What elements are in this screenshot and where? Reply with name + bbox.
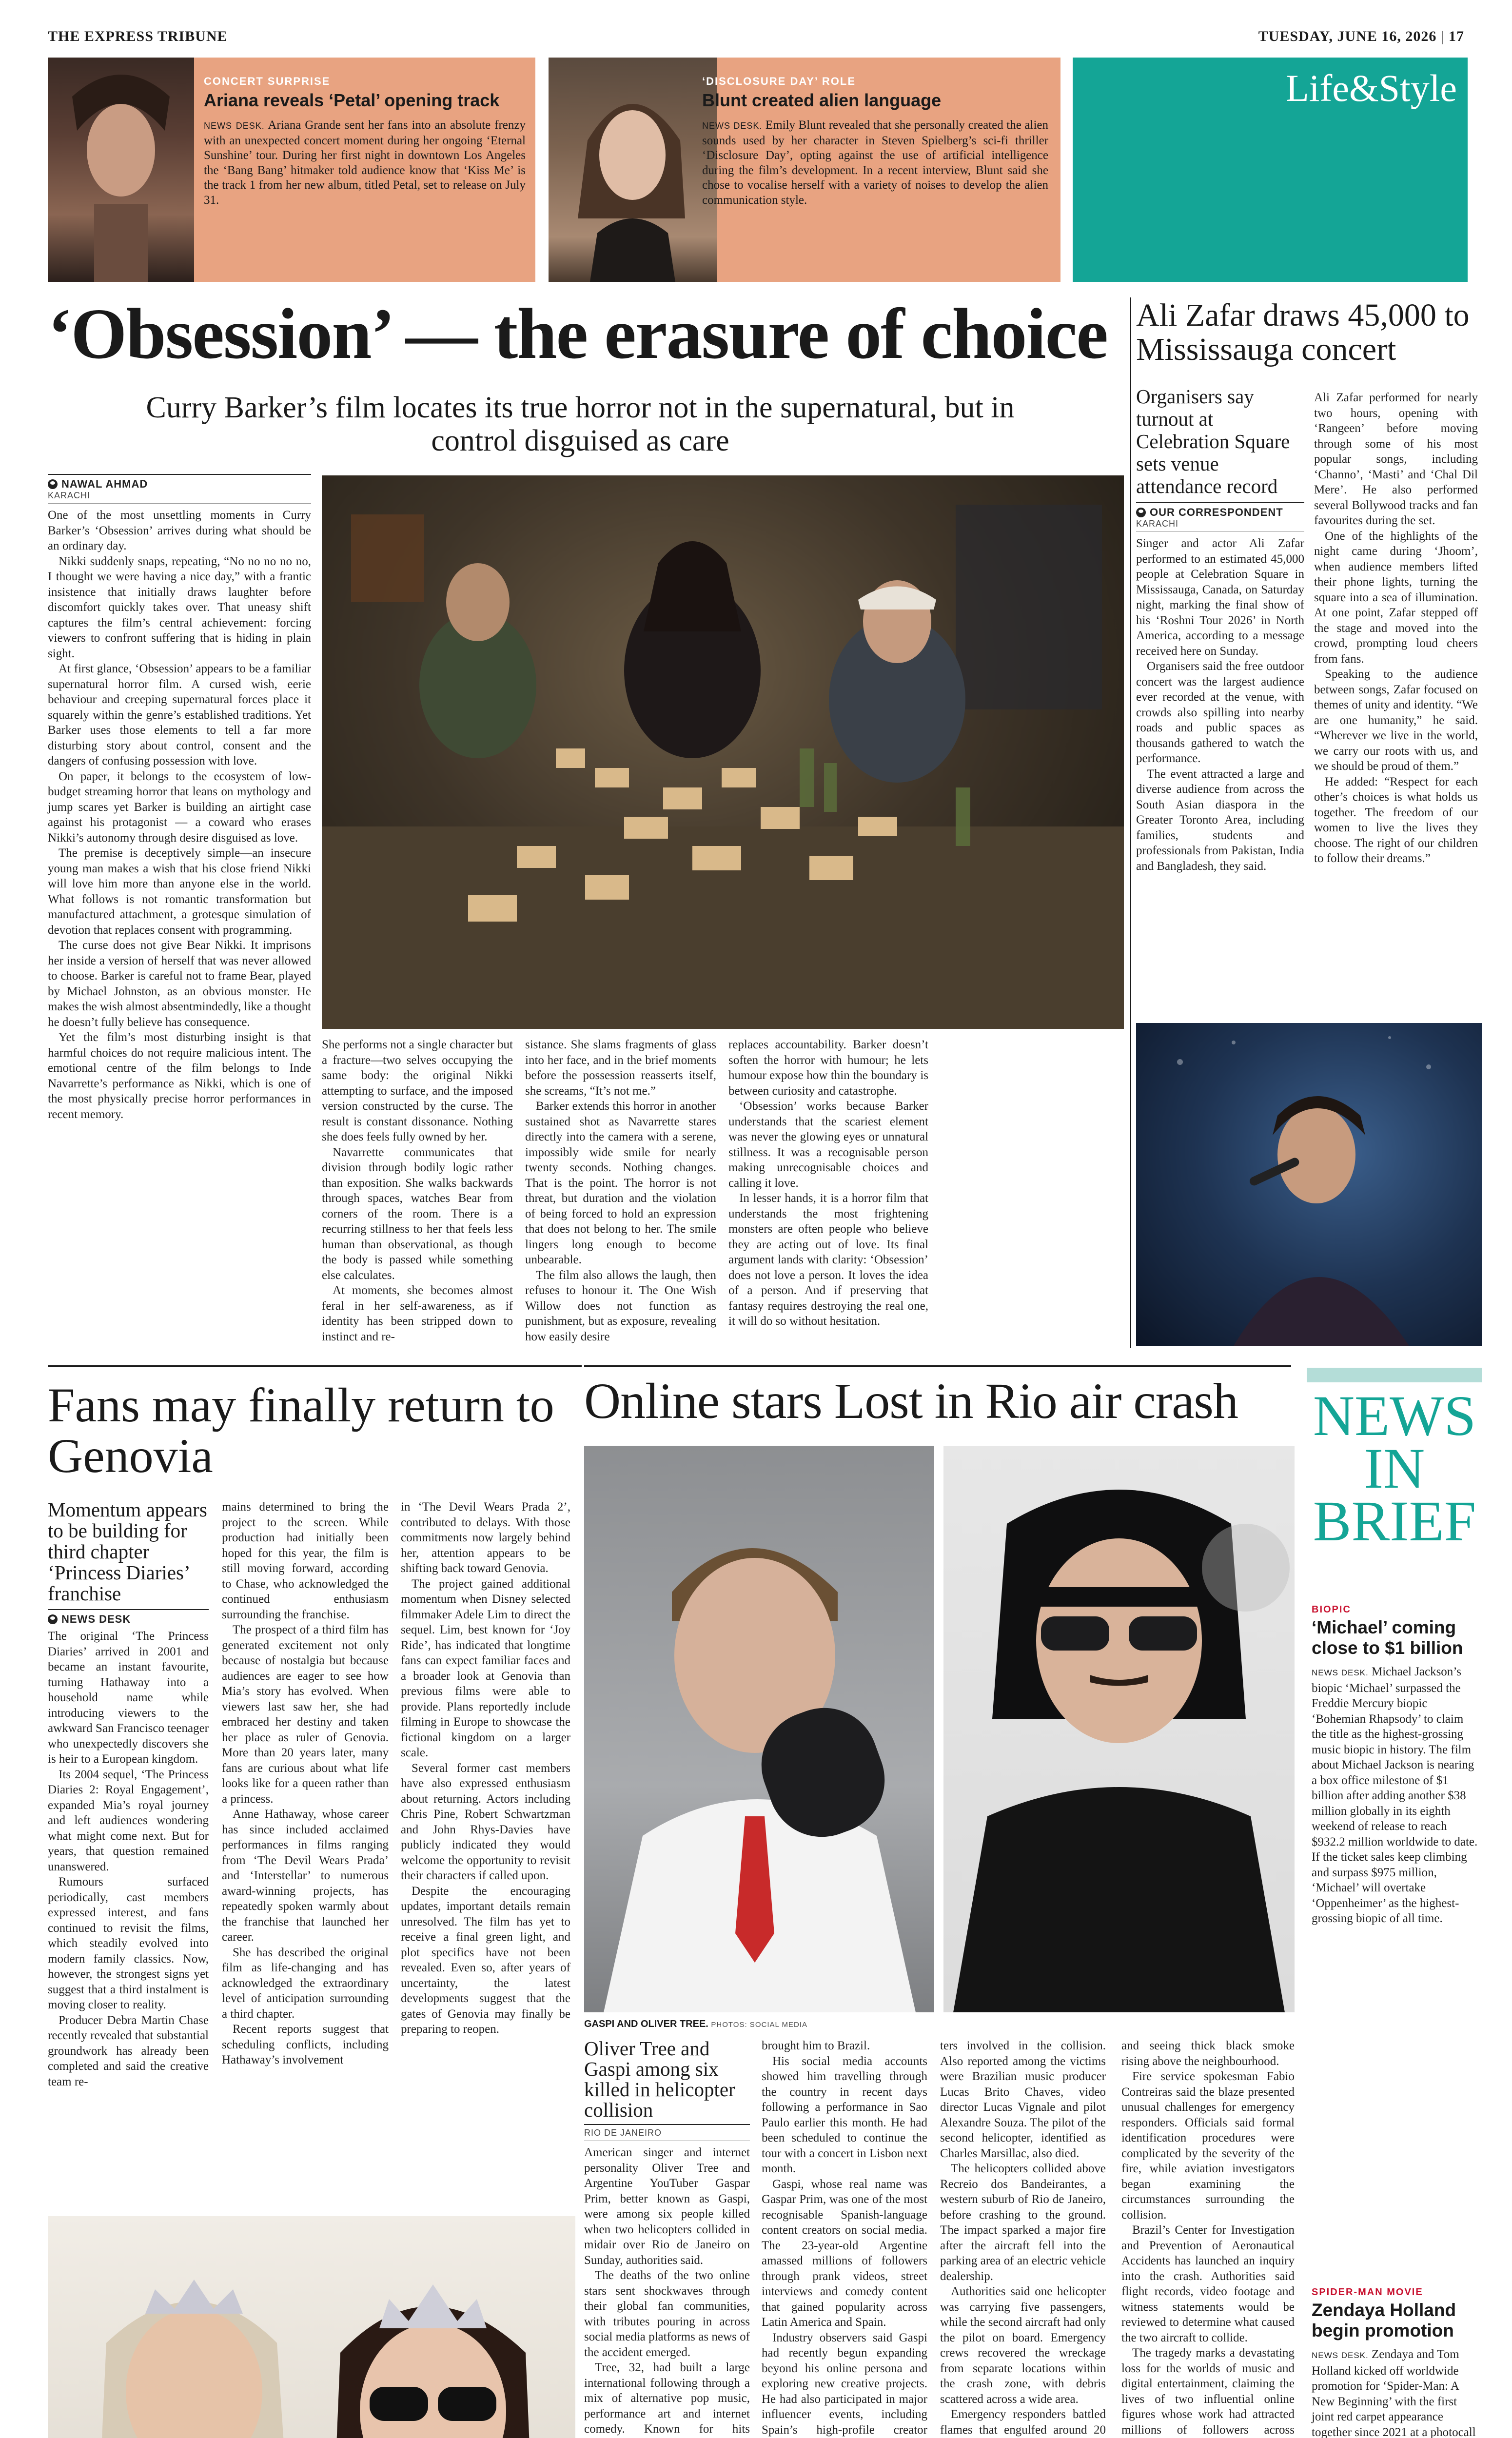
page-number: 17 — [1449, 28, 1464, 44]
teaser-kicker: ‘DISCLOSURE DAY’ ROLE — [702, 75, 856, 87]
zafar-deck: Organisers say turnout at Celebration Square sets venue attendance record — [1136, 385, 1290, 497]
teaser-credit: NEWS DESK. — [702, 121, 763, 131]
obsession-still — [322, 475, 1124, 1029]
column-divider — [1130, 297, 1131, 1348]
section-flag — [1073, 58, 1468, 282]
masthead — [48, 25, 1464, 49]
rio-col-4: and seeing thick black smoke rising above the neighbourhood. Fire service spokesman Fabio Contreiras said the blaze presented unusual challenges for emergency responders. Officials said formal identification procedures were complicated by the severity of the fire, while aviation investigators began examining the circumstances surrounding the collision. Brazil’s Center for Investigation and Prevention of Aeronautical Accidents has launched an inquiry into the crash. Authorities said flight records, video footage and witness statements would be reviewed to determine what caused the two aircraft to collide. The tragedy marks a devastating loss for the worlds of music and digital entertainment, claiming the lives of two influential online figures whose work had attracted millions of followers across — [1121, 2039, 1295, 2437]
teaser-headline: Blunt created alien language — [702, 90, 942, 110]
rio-col-2: brought him to Brazil. His social media accounts showed him travelling through the country in recent days following a performance in Sao Paulo earlier this month. He had been scheduled to continue the tour with a concert in Lisbon next month. Gaspi, whose real name was Gaspar Prim, was one of the most recognisable Spanish-language content creators on social media. The 23-year-old Argentine amassed millions of followers through prank videos, street interviews and comedy content that gained popularity across Latin America and Spain. Industry observers said Gaspi had recently begun expanding beyond his online persona and exploring new creative projects. He had also participated in major influencer events, including Spain’s high-profile creator — [762, 2039, 927, 2437]
zafar-dateline: KARACHI — [1136, 519, 1304, 532]
teaser-credit: NEWS DESK. — [204, 121, 265, 131]
teaser-headline: Ariana reveals ‘Petal’ opening track — [204, 90, 500, 110]
zafar-col-1: Singer and actor Ali Zafar performed to an estimated 45,000 people at Celebration Square in Mississauga, Canada, on Saturday night, marking the final show of his ‘Roshni Tour 2026’ in North America, according to a message received here on Sunday. Organisers said the free outdoor concert was the largest audience ever recorded at the venue, with crowds also spilling into nearby roads and public spaces as thousands gathered to watch the performance. The event attracted a large and diverse audience from across the South Asian diaspora in the Greater Toronto Area, including families, students and professionals from Pakistan, India and Bangladesh, they said. — [1136, 537, 1304, 873]
brief-text: Michael Jackson’s biopic ‘Michael’ surpassed the Freddie Mercury biopic ‘Bohemian Rhapsody’ to claim the title as the highest-grossing music biopic in history. The film about Michael Jackson is nearing a box office milestone of $1 billion after adding another $38 million globally in its eighth weekend of release to reach $932.2 million worldwide to date. If the ticket sales keep climbing and surpass $975 million, ‘Michael’ will overtake ‘Oppenheimer’ as the highest-grossing biopic of all time. — [1312, 1665, 1478, 1925]
byline-icon — [1136, 508, 1146, 517]
lead-col-2: She performs not a single character but a fracture—two selves occupying the same body: the original Nikki attempting to surface, and the imposed version constructed by the curse. The result is constant dissonance. Nothing she does feels fully owned by her. Navarrette communicates that division through bodily logic rather than exposition. She walks backwards through spaces, watches Bear from corners of the room. There is a recurring stillness to her that feels less human than observational, as though the body is passed while something else calculates. At moments, she becomes almost feral in her self-awareness, as if identity has been stripped down to instinct and re- — [322, 1038, 513, 1343]
genovia-headline: Fans may finally return to Genovia — [48, 1378, 554, 1483]
genovia-col-1: The original ‘The Princess Diaries’ arrived in 2001 and became an instant favourite, turning Hathaway into a household name while introducing viewers to the awkward San Francisco teenager who unexpectedly discovers she is heir to a European kingdom. Its 2004 sequel, ‘The Princess Diaries 2: Royal Engagement’, expanded Mia’s royal journey and left audiences wondering what might come next. But for years, that question remained unanswered. Rumours surfaced periodically, cast members expressed interest, and fans continued to revisit the films, which steadily evolved into modern family classics. Now, however, the strongest signs yet suggest that a third instalment is moving closer to reality. Producer Debra Martin Chase recently revealed that substantial groundwork has already been completed and said the creative team re- — [48, 1630, 209, 2088]
brief-credit: NEWS DESK. — [1312, 1668, 1369, 1677]
zafar-headline: Ali Zafar draws 45,000 to Mississauga concert — [1136, 297, 1470, 367]
lead-dateline: KARACHI — [48, 491, 311, 504]
byline-icon — [48, 479, 58, 489]
gaspi-photo — [584, 1446, 934, 2012]
rio-photo-caption: GASPI AND OLIVER TREE. PHOTOS: SOCIAL MEDIA — [584, 2019, 807, 2029]
rio-deck: Oliver Tree and Gaspi among six killed in helicopter collision — [584, 2037, 735, 2121]
rio-headline: Online stars Lost in Rio air crash — [584, 1373, 1238, 1429]
section-rule — [48, 1365, 582, 1367]
teaser-1 — [48, 58, 535, 282]
brief-credit: NEWS DESK. — [1312, 2351, 1369, 2360]
brief-headline: Zendaya Holland begin promotion — [1312, 2300, 1456, 2340]
lead-col-1: One of the most unsettling moments in Curry Barker’s ‘Obsession’ arrives during what should be an ordinary day. Nikki suddenly snaps, repeating, “No no no no no, I thought we were having a nice day,” with a frantic insistence that initially draws laughter before discomfort quickly takes over. That uneasy shift captures the film’s central achievement: forcing viewers to confront suffering that is hiding in plain sight. At first glance, ‘Obsession’ appears to be a familiar supernatural horror film. A cursed wish, eerie behaviour and creeping supernatural forces place it squarely within the genre’s established traditions. Yet Barker uses those elements to tell a far more disturbing story about control, consent and the dangers of confusing possession with love. On paper, it belongs to the ecosystem of low-budget streaming horror that leans on mythology and jump scares yet Barker is building an airtight case against his protagonist — a coward who erases Nikki’s autonomy through desire disguised as love. The premise is deceptively simple—an insecure young man makes a wish that his close friend Nikki will love him more than anyone else in the world. What follows is not romantic transformation but manufactured attachment, a grotesque simulation of devotion that replaces consent with programming. The curse does not give Bear Nikki. It imprisons her inside a version of herself that was never allowed to choose. Barker is careful not to frame Bear, played by Michael Johnston, as an obvious monster. He makes the wish almost absentmindedly, like a thought he doesn’t fully believe has consequence. Yet the film’s most disturbing insight is that harmful choices do not require malicious intent. The emotional centre of the film belongs to Inde Navarrette’s performance as Nikki, which is one of the most physically precise horror performances in recent memory. — [48, 509, 311, 1121]
zafar-byline: OUR CORRESPONDENT — [1136, 502, 1304, 519]
section-rule — [584, 1365, 1291, 1367]
brief-kicker: BIOPIC — [1312, 1604, 1351, 1615]
genovia-col-2: mains determined to bring the project to the screen. While production had initially been hoped for this year, the film is still moving forward, according to Chase, who acknowledged the continued enthusiasm surrounding the franchise. The prospect of a third film has generated excitement not only because of nostalgia but because audiences are eager to see how Mia’s story has evolved. When viewers last saw her, she had embraced her destiny and taken her place as ruler of Genovia. More than 20 years later, many fans are curious about what life looks like for a queen rather than a princess. Anne Hathaway, whose career has since included acclaimed performances in films ranging from ‘The Devil Wears Prada’ and ‘Interstellar’ to numerous award-winning projects, has repeatedly spoken warmly about the franchise that launched her career. She has described the original film as life-changing and has acknowledged the extraordinary level of anticipation surrounding a third chapter. Recent reports suggest that scheduling conflicts, including Hathaway’s involvement — [222, 1500, 389, 2066]
lead-col-4: replaces accountability. Barker doesn’t soften the horror with humour; he lets humour expose how thin the boundary is between curiosity and catastrophe. ‘Obsession’ works because Barker understands that the scariest element was never the glowing eyes or unnatural stillness. It was a recognisable person making unrecognisable choices and calling it love. In lesser hands, it is a horror film that understands the most frightening monsters are often people who believe they are acting out of love. Its final argument lands with clarity: ‘Obsession’ does not love a person. It loves the idea of a person. And if preserving that fantasy requires destroying the real one, it will do so without hesitation. — [728, 1038, 928, 1328]
genovia-deck: Momentum appears to be building for third chapter ‘Princess Diaries’ franchise — [48, 1498, 207, 1605]
genovia-byline: NEWS DESK — [48, 1609, 209, 1626]
paper-name: THE EXPRESS TRIBUNE — [48, 28, 228, 44]
princess-diaries-photo — [48, 2216, 575, 2438]
rio-col-1: American singer and internet personality Oliver Tree and Argentine YouTuber Gaspar Prim, better known as Gaspi, were among six people killed when two helicopters collided in midair over Rio de Janeiro on Sunday, authorities said. The deaths of the two online stars sent shockwaves through their global fan communities, with tributes pouring in across social media platforms as news of the accident emerged. Tree, 32, had built a large international following through a mix of alternative pop music, performance art and internet comedy. Known for hits — [584, 2146, 750, 2436]
teaser-text: Ariana Grande sent her fans into an absolute frenzy with an unexpected concert moment during her ongoing ‘Eternal Sunshine’ tour. During her first night in downtown Los Angeles the ‘Bang Bang’ hitmaker told audience know that ‘Kiss Me’ is the track 1 from her new album, titled Petal, set to release on July 31. — [204, 118, 526, 207]
lead-col-3: sistance. She slams fragments of glass into her face, and in the brief moments before the possession reasserts itself, she screams, “It’s not me.” Barker extends this horror in another sustained shot as Navarrette stares directly into the camera with a serene, impossibly wide smile for nearly twenty seconds. Nothing changes. That is the point. The horror is not threat, but duration and the violation of being forced to hold an expression that does not belong to her. The smile lingers long enough to become unbearable. The film also allows the laugh, then refuses to honour it. The One Wish Willow does not function as punishment, but as exposure, revealing how easily desire — [525, 1038, 716, 1343]
teaser-text: Emily Blunt revealed that she personally created the alien sounds used by her character in Steven Spielberg’s sci-fi thriller ‘Disclosure Day’, opting against the use of artificial intelligence during the film’s development. In a recent interview, Blunt said she chose to vocalise herself with a variety of noises to develop the alien communication style. — [702, 118, 1048, 207]
lead-subhead: Curry Barker’s film locates its true horror not in the supernatural, but in control disguised as care — [146, 391, 1015, 457]
ariana-photo — [48, 58, 194, 282]
page-date-number: TUESDAY, JUNE 16, 2026 | 17 — [1258, 28, 1464, 44]
brief-text: Zendaya and Tom Holland kicked off worldwide promotion for ‘Spider-Man: A New Beginning’ with the first joint red carpet appearance together since 2021 at a photocall — [1312, 2348, 1476, 2438]
rio-dateline: RIO DE JANEIRO — [584, 2124, 750, 2141]
byline-icon — [48, 1614, 58, 1624]
genovia-col-3: in ‘The Devil Wears Prada 2’, contributed to delays. With those commitments now largely behind her, attention appears to be shifting back toward Genovia. The project gained additional momentum when Disney selected filmmaker Adele Lim to direct the sequel. Lim, best known for ‘Joy Ride’, has indicated that longtime fans can expect familiar faces and a broader look at Genovia than previous films were able to provide. Plans reportedly include filming in Europe to showcase the fictional kingdom on a larger scale. Several former cast members have also expressed enthusiasm about returning. Actors including Chris Pine, Robert Schwartzman and John Rhys-Davies have publicly indicated they would welcome the opportunity to revisit their characters if called upon. Despite the encouraging updates, important details remain unresolved. The film has yet to receive a final green light, and plot specifics have not been revealed. Even so, after years of uncertainty, the latest developments suggest that the gates of Genovia may finally be preparing to reopen. — [401, 1500, 570, 2036]
issue-date: TUESDAY, JUNE 16, 2026 — [1258, 28, 1437, 44]
ali-zafar-photo — [1136, 1023, 1482, 1346]
zafar-col-2: Ali Zafar performed for nearly two hours, opening with ‘Rangeen’ before moving through some of his most popular songs, including ‘Channo’, ‘Masti’ and ‘Chal Dil Mere’. He also performed several Bollywood tracks and fan favourites during the set. One of the highlights of the night came during ‘Jhoom’, when audience members lifted their phone lights, turning the square into a sea of illumination. At one point, Zafar stepped off the stage and moved into the crowd, prompting loud cheers from fans. Speaking to the audience between songs, Zafar focused on themes of unity and identity. “We are one humanity,” he said. “Wherever we live in the world, we carry our roots with us, and we should be proud of them.” He added: “Respect for each other’s choices is what holds us together. The freedom of our women to live the lives they choose. The right of our children to follow their dreams.” — [1314, 391, 1478, 865]
emily-blunt-photo — [549, 58, 717, 282]
teaser-2 — [549, 58, 1060, 282]
brief-top-bar — [1307, 1368, 1482, 1382]
lead-byline: NAWAL AHMAD — [48, 474, 311, 491]
section-name: Life&Style — [1286, 67, 1457, 109]
brief-kicker: SPIDER-MAN MOVIE — [1312, 2287, 1423, 2298]
brief-headline: ‘Michael’ coming close to $1 billion — [1312, 1617, 1463, 1658]
oliver-tree-photo — [943, 1446, 1295, 2012]
brief-title: NEWS IN BRIEF — [1313, 1384, 1476, 1553]
rio-col-3: ters involved in the collision. Also reported among the victims were Brazilian music producer Lucas Brito Chaves, video director Lucas Vignale and pilot Alexandre Souza. The pilot of the second helicopter, identified as Charles Marsillac, also died. The helicopters collided above Recreio dos Bandeirantes, a western suburb of Rio de Janeiro, before crashing to the ground. The impact sparked a major fire after the aircraft fell into the parking area of an electric vehicle dealership. Authorities said one helicopter was carrying five passengers, while the second aircraft had only the pilot on board. Emergency crews recovered the wreckage from separate locations within the crash zone, with debris scattered across a wide area. Emergency responders battled flames that engulfed around 20 — [940, 2039, 1106, 2437]
lead-headline: ‘Obsession’ — the erasure of choice — [48, 294, 1107, 374]
teaser-kicker: CONCERT SURPRISE — [204, 75, 331, 87]
